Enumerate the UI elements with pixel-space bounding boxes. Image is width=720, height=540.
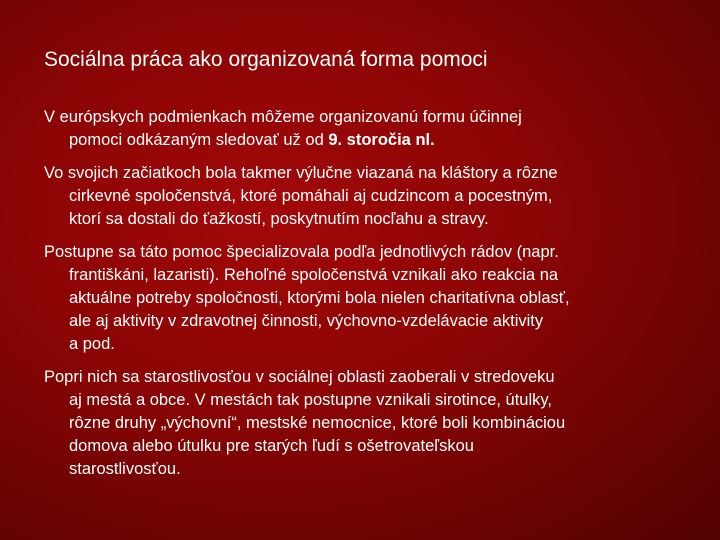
paragraph-4 (44, 366, 684, 481)
paragraph-2-line-3: ktorí sa dostali do ťažkostí, poskytnutím nocľahu a stravy. (69, 210, 489, 228)
paragraph-3-line-2: františkáni, lazaristi). Rehoľné spoločenstvá vznikali ako reakcia na (69, 266, 559, 284)
paragraph-4-line-2: aj mestá a obce. V mestách tak postupne vznikali sirotince, útulky, (69, 391, 553, 409)
slide-body (44, 106, 684, 491)
paragraph-3-line-5: a pod. (69, 335, 115, 353)
paragraph-4-line-3: rôzne druhy „výchovní“, mestské nemocnice, ktoré boli kombináciou (69, 414, 566, 432)
paragraph-4-line-4: domova alebo útulku pre starých ľudí s ošetrovateľskou (69, 437, 474, 455)
paragraph-4-line-1: Popri nich sa starostlivosťou v sociálnej oblasti zaoberali v stredoveku (44, 368, 555, 386)
paragraph-3-line-3: aktuálne potreby spoločnosti, ktorými bola nielen charitatívna oblasť, (69, 289, 570, 307)
paragraph-2-line-1: Vo svojich začiatkoch bola takmer výlučne viazaná na kláštory a rôzne (44, 164, 558, 182)
paragraph-4-line-5: starostlivosťou. (69, 460, 181, 478)
paragraph-1-line-2 (44, 129, 684, 152)
paragraph-3 (44, 241, 684, 356)
paragraph-3-line-4: ale aj aktivity v zdravotnej činnosti, výchovno-vzdelávacie aktivity (69, 312, 544, 330)
paragraph-1-emphasis: 9. storočia nl. (328, 131, 435, 149)
slide-title: Sociálna práca ako organizovaná forma pomoci (44, 48, 488, 71)
paragraph-2 (44, 162, 684, 231)
paragraph-3-line-1: Postupne sa táto pomoc špecializovala podľa jednotlivých rádov (napr. (44, 243, 559, 261)
paragraph-2-line-2: cirkevné spoločenstvá, ktoré pomáhali aj cudzincom a pocestným, (69, 187, 553, 205)
paragraph-1-line-1: V európskych podmienkach môžeme organizovanú formu účinnej (44, 108, 522, 126)
paragraph-1-line-2-text: pomoci odkázaným sledovať už od (69, 131, 329, 149)
paragraph-1 (44, 106, 684, 152)
